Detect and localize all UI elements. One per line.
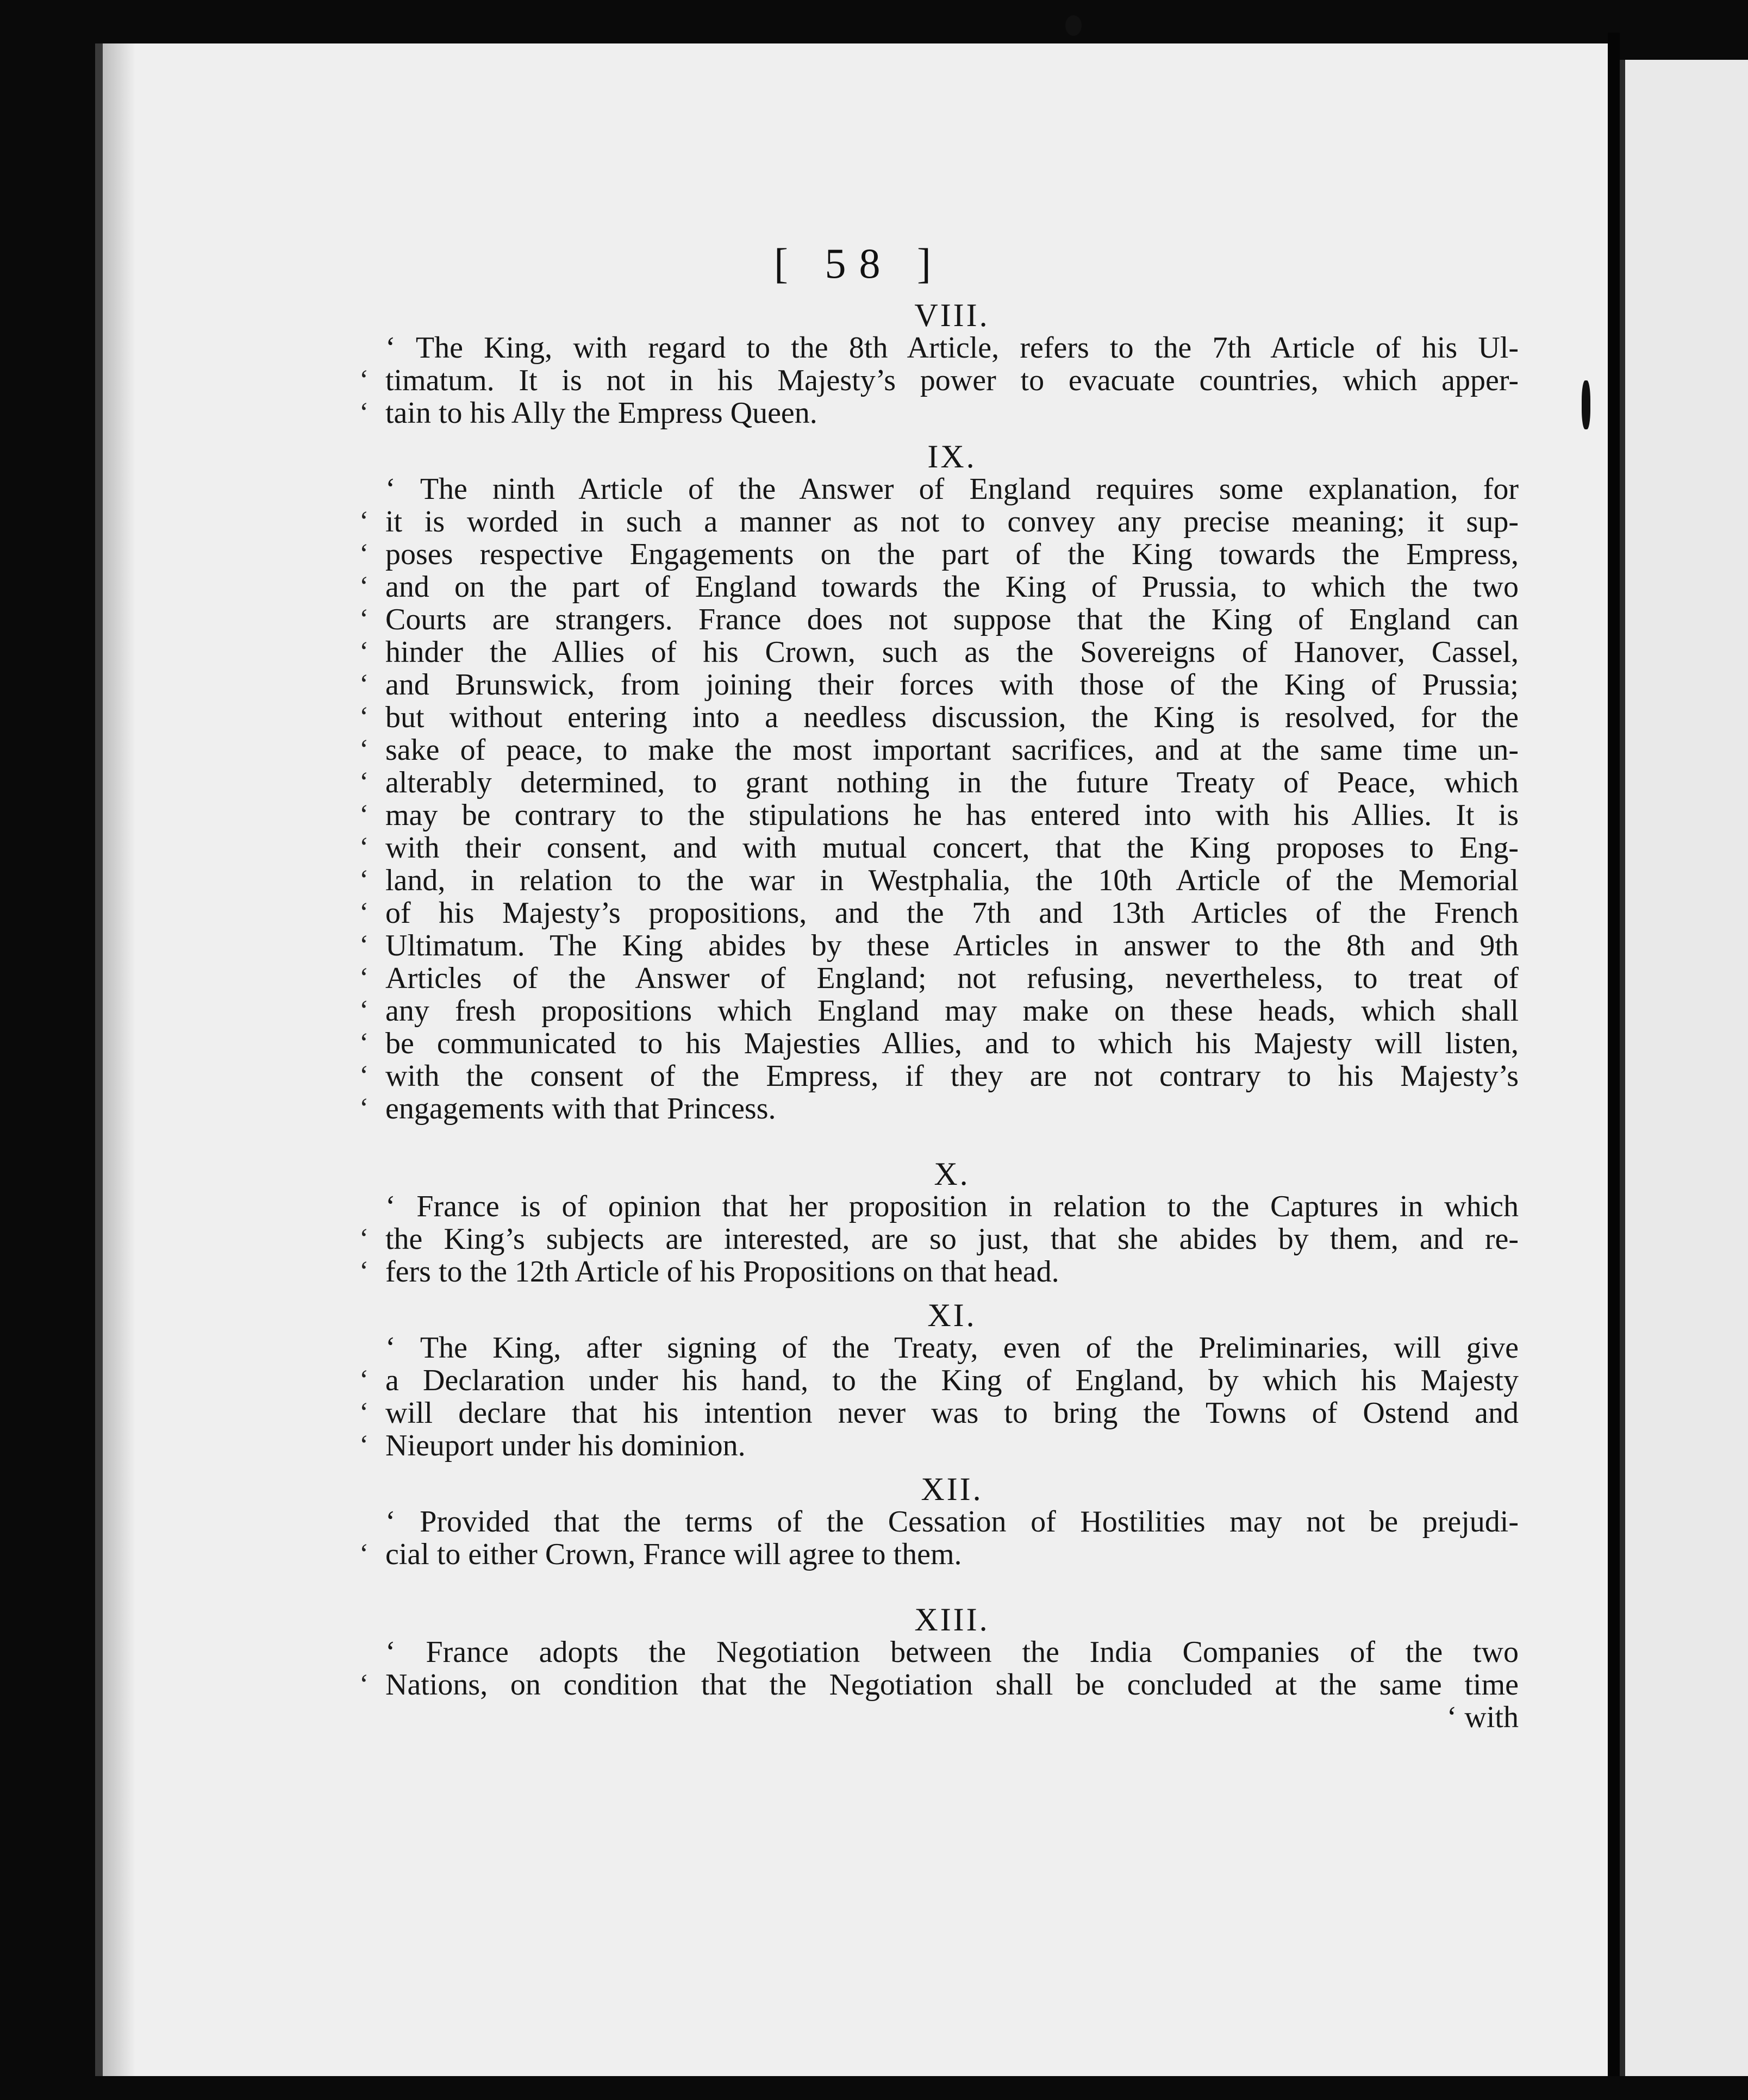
line-text: with the consent of the Empress, if they are not contrary to his Majesty’s xyxy=(385,1059,1519,1093)
quote-mark: ‘ xyxy=(359,897,369,928)
line-text: poses respective Engagements on the part of the King towards the Empress, xyxy=(385,538,1519,571)
text-line xyxy=(359,1092,1519,1126)
text-line xyxy=(359,766,1519,799)
quote-mark: ‘ xyxy=(359,930,369,961)
quote-mark: ‘ xyxy=(359,1093,369,1124)
text-line xyxy=(359,733,1519,767)
text-line xyxy=(359,1027,1519,1060)
line-text: of his Majesty’s propositions, and the 7th and 13th Articles of the French xyxy=(385,896,1519,930)
quote-mark: ‘ xyxy=(359,669,369,700)
article-heading-ix: IX. xyxy=(927,439,977,474)
line-text: tain to his Ally the Empress Queen. xyxy=(385,396,817,430)
article-x-text xyxy=(359,1190,1519,1289)
line-text: timatum. It is not in his Majesty’s power to evacuate countries, which apper- xyxy=(385,364,1519,397)
quote-mark: ‘ xyxy=(359,1539,369,1570)
line-text: and Brunswick, from joining their forces with those of the King of Prussia; xyxy=(385,668,1519,702)
text-line xyxy=(359,831,1519,865)
quote-mark: ‘ xyxy=(359,397,369,428)
text-line xyxy=(359,1538,1519,1571)
article-heading-viii: VIII. xyxy=(914,297,990,333)
line-text: sake of peace, to make the most important sacrifices, and at the same time un- xyxy=(385,733,1519,767)
line-text: Courts are strangers. France does not suppose that the King of England can xyxy=(385,603,1519,636)
quote-mark: ‘ xyxy=(359,539,369,570)
text-line xyxy=(359,1222,1519,1256)
line-text: the King’s subjects are interested, are so just, that she abides by them, and re- xyxy=(385,1222,1519,1256)
article-heading-xii: XII. xyxy=(921,1471,983,1507)
text-line: ‘ The King, after signing of the Treaty, even of the Preliminaries, will give xyxy=(385,1331,1519,1365)
line-text: may be contrary to the stipulations he has entered into with his Allies. It is xyxy=(385,798,1519,832)
line-text: with their consent, and with mutual concert, that the King proposes to Eng- xyxy=(385,831,1519,865)
text-line: ‘ The ninth Article of the Answer of England requires some explanation, for xyxy=(385,472,1519,506)
quote-mark: ‘ xyxy=(359,1256,369,1287)
text-line xyxy=(359,505,1519,539)
line-text: cial to either Crown, France will agree to them. xyxy=(385,1538,962,1571)
quote-mark: ‘ xyxy=(359,734,369,765)
ink-blot xyxy=(1582,380,1590,429)
article-viii-text xyxy=(359,331,1519,430)
quote-mark: ‘ xyxy=(359,1397,369,1428)
quote-mark: ‘ xyxy=(359,1028,369,1059)
text-line xyxy=(359,668,1519,702)
article-xii-text xyxy=(359,1505,1519,1571)
text-line xyxy=(359,538,1519,571)
line-text: Nations, on condition that the Negotiation shall be concluded at the same time xyxy=(385,1668,1519,1702)
spine-shadow xyxy=(103,43,135,2076)
quote-mark: ‘ xyxy=(359,962,369,993)
quote-mark: ‘ xyxy=(359,1365,369,1396)
line-text: be communicated to his Majesties Allies, and to which his Majesty will listen, xyxy=(385,1027,1519,1060)
catchword: ‘ with xyxy=(1446,1701,1519,1734)
quote-mark: ‘ xyxy=(359,1060,369,1091)
quote-mark: ‘ xyxy=(359,865,369,896)
article-heading-xi: XI. xyxy=(927,1297,977,1333)
line-text: it is worded in such a manner as not to convey any precise meaning; it sup- xyxy=(385,505,1519,539)
line-text: but without entering into a needless discussion, the King is resolved, for the xyxy=(385,701,1519,734)
text-line xyxy=(359,929,1519,962)
text-line xyxy=(359,570,1519,604)
quote-mark: ‘ xyxy=(359,506,369,537)
text-line xyxy=(359,994,1519,1028)
page-number: [ 58 ] xyxy=(774,240,944,287)
quote-mark: ‘ xyxy=(359,365,369,396)
line-text: hinder the Allies of his Crown, such as the Sovereigns of Hanover, Cassel, xyxy=(385,635,1519,669)
text-line xyxy=(359,961,1519,995)
line-text: Nieuport under his dominion. xyxy=(385,1429,746,1462)
quote-mark: ‘ xyxy=(359,636,369,667)
line-text: Ultimatum. The King abides by these Articles in answer to the 8th and 9th xyxy=(385,929,1519,962)
text-line xyxy=(359,1429,1519,1462)
text-line xyxy=(359,1364,1519,1397)
line-text: will declare that his intention never was to bring the Towns of Ostend and xyxy=(385,1396,1519,1430)
text-line: ‘ Provided that the terms of the Cessation of Hostilities may not be prejudi- xyxy=(385,1505,1519,1539)
article-heading-xiii: XIII. xyxy=(914,1602,990,1638)
line-text: a Declaration under his hand, to the King of England, by which his Majesty xyxy=(385,1364,1519,1397)
line-text: alterably determined, to grant nothing in the future Treaty of Peace, which xyxy=(385,766,1519,799)
page-text xyxy=(359,297,1519,1734)
line-text: any fresh propositions which England may make on these heads, which shall xyxy=(385,994,1519,1028)
book-page xyxy=(95,43,1615,2076)
text-line xyxy=(359,1668,1519,1702)
text-line xyxy=(359,1255,1519,1289)
quote-mark: ‘ xyxy=(359,604,369,635)
text-line xyxy=(359,1396,1519,1430)
line-text: and on the part of England towards the King of Prussia, to which the two xyxy=(385,570,1519,604)
text-line: ‘ The King, with regard to the 8th Article, refers to the 7th Article of his Ul- xyxy=(385,331,1519,365)
text-line xyxy=(359,635,1519,669)
article-heading-x: X. xyxy=(934,1156,970,1192)
text-line: ‘ France adopts the Negotiation between the India Companies of the two xyxy=(385,1635,1519,1669)
line-text: land, in relation to the war in Westphalia, the 10th Article of the Memorial xyxy=(385,864,1519,897)
text-line xyxy=(359,396,1519,430)
line-text: fers to the 12th Article of his Propositions on that head. xyxy=(385,1255,1059,1289)
page-edge-shadow xyxy=(1608,33,1620,2076)
quote-mark: ‘ xyxy=(359,995,369,1026)
quote-mark: ‘ xyxy=(359,702,369,733)
quote-mark: ‘ xyxy=(359,1430,369,1461)
quote-mark: ‘ xyxy=(359,799,369,830)
line-text: engagements with that Princess. xyxy=(385,1092,776,1126)
article-xiii-text xyxy=(359,1635,1519,1734)
article-xi-text xyxy=(359,1331,1519,1462)
text-line xyxy=(359,864,1519,897)
quote-mark: ‘ xyxy=(359,1669,369,1700)
text-line xyxy=(359,1059,1519,1093)
text-line: ‘ France is of opinion that her proposition in relation to the Captures in which xyxy=(385,1190,1519,1223)
quote-mark: ‘ xyxy=(359,832,369,863)
article-ix-text xyxy=(359,472,1519,1126)
text-line xyxy=(359,896,1519,930)
adjacent-page xyxy=(1620,60,1748,2076)
quote-mark: ‘ xyxy=(359,767,369,798)
text-line xyxy=(359,603,1519,636)
quote-mark: ‘ xyxy=(359,571,369,602)
text-line xyxy=(359,798,1519,832)
ink-blot xyxy=(1065,15,1082,36)
quote-mark: ‘ xyxy=(359,1223,369,1254)
text-line xyxy=(359,364,1519,397)
line-text: Articles of the Answer of England; not refusing, nevertheless, to treat of xyxy=(385,961,1519,995)
text-line xyxy=(359,701,1519,734)
